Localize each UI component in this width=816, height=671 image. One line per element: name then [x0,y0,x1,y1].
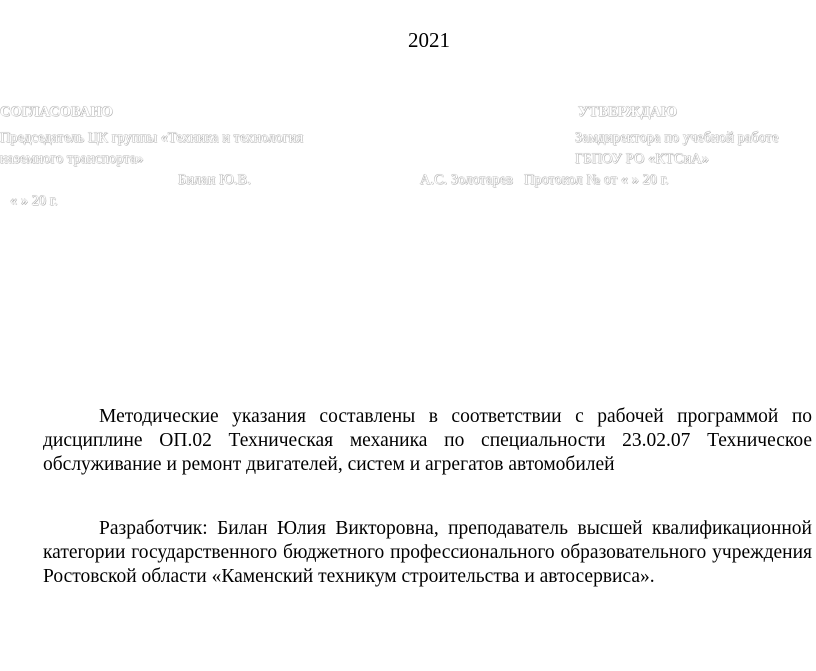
approval-left-signature: Билан Ю.В. [178,172,251,188]
developer-line: Разработчик: Билан Юлия Викторовна, преподаватель высшей квалификационной [99,518,812,539]
methodology-line: дисциплине ОП.02 Техническая механика по специальности 23.02.07 Техническое [43,430,812,451]
document-year: 2021 [408,28,450,52]
approval-right-signature: А.С. Золотарев [420,172,514,188]
approval-left-heading: СОГЛАСОВАНО [0,104,113,120]
approval-right-line1: Замдиректора по учебной работе [575,130,779,146]
approval-left-line2: наземного транспорта» [0,151,144,167]
methodology-line: Методические указания составлены в соответствии с рабочей программой по [99,406,812,427]
approval-left-line1: Председатель ЦК группы «Техника и технология [0,130,304,146]
developer-paragraph [43,517,812,589]
developer-line: Ростовской области «Каменский техникум строительства и автосервиса». [43,566,655,587]
approval-right-heading: УТВЕРЖДАЮ [578,104,678,120]
developer-line: категории государственного бюджетного профессионального образовательного учреждения [43,542,812,563]
approval-protocol: Протокол № от « » 20 г. [524,172,669,188]
methodology-paragraph [43,405,812,477]
approval-right-line2: ГБПОУ РО «КТСиА» [575,151,709,167]
methodology-line: обслуживание и ремонт двигателей, систем и агрегатов автомобилей [43,454,615,475]
approval-date-line: « » 20 г. [10,193,58,209]
